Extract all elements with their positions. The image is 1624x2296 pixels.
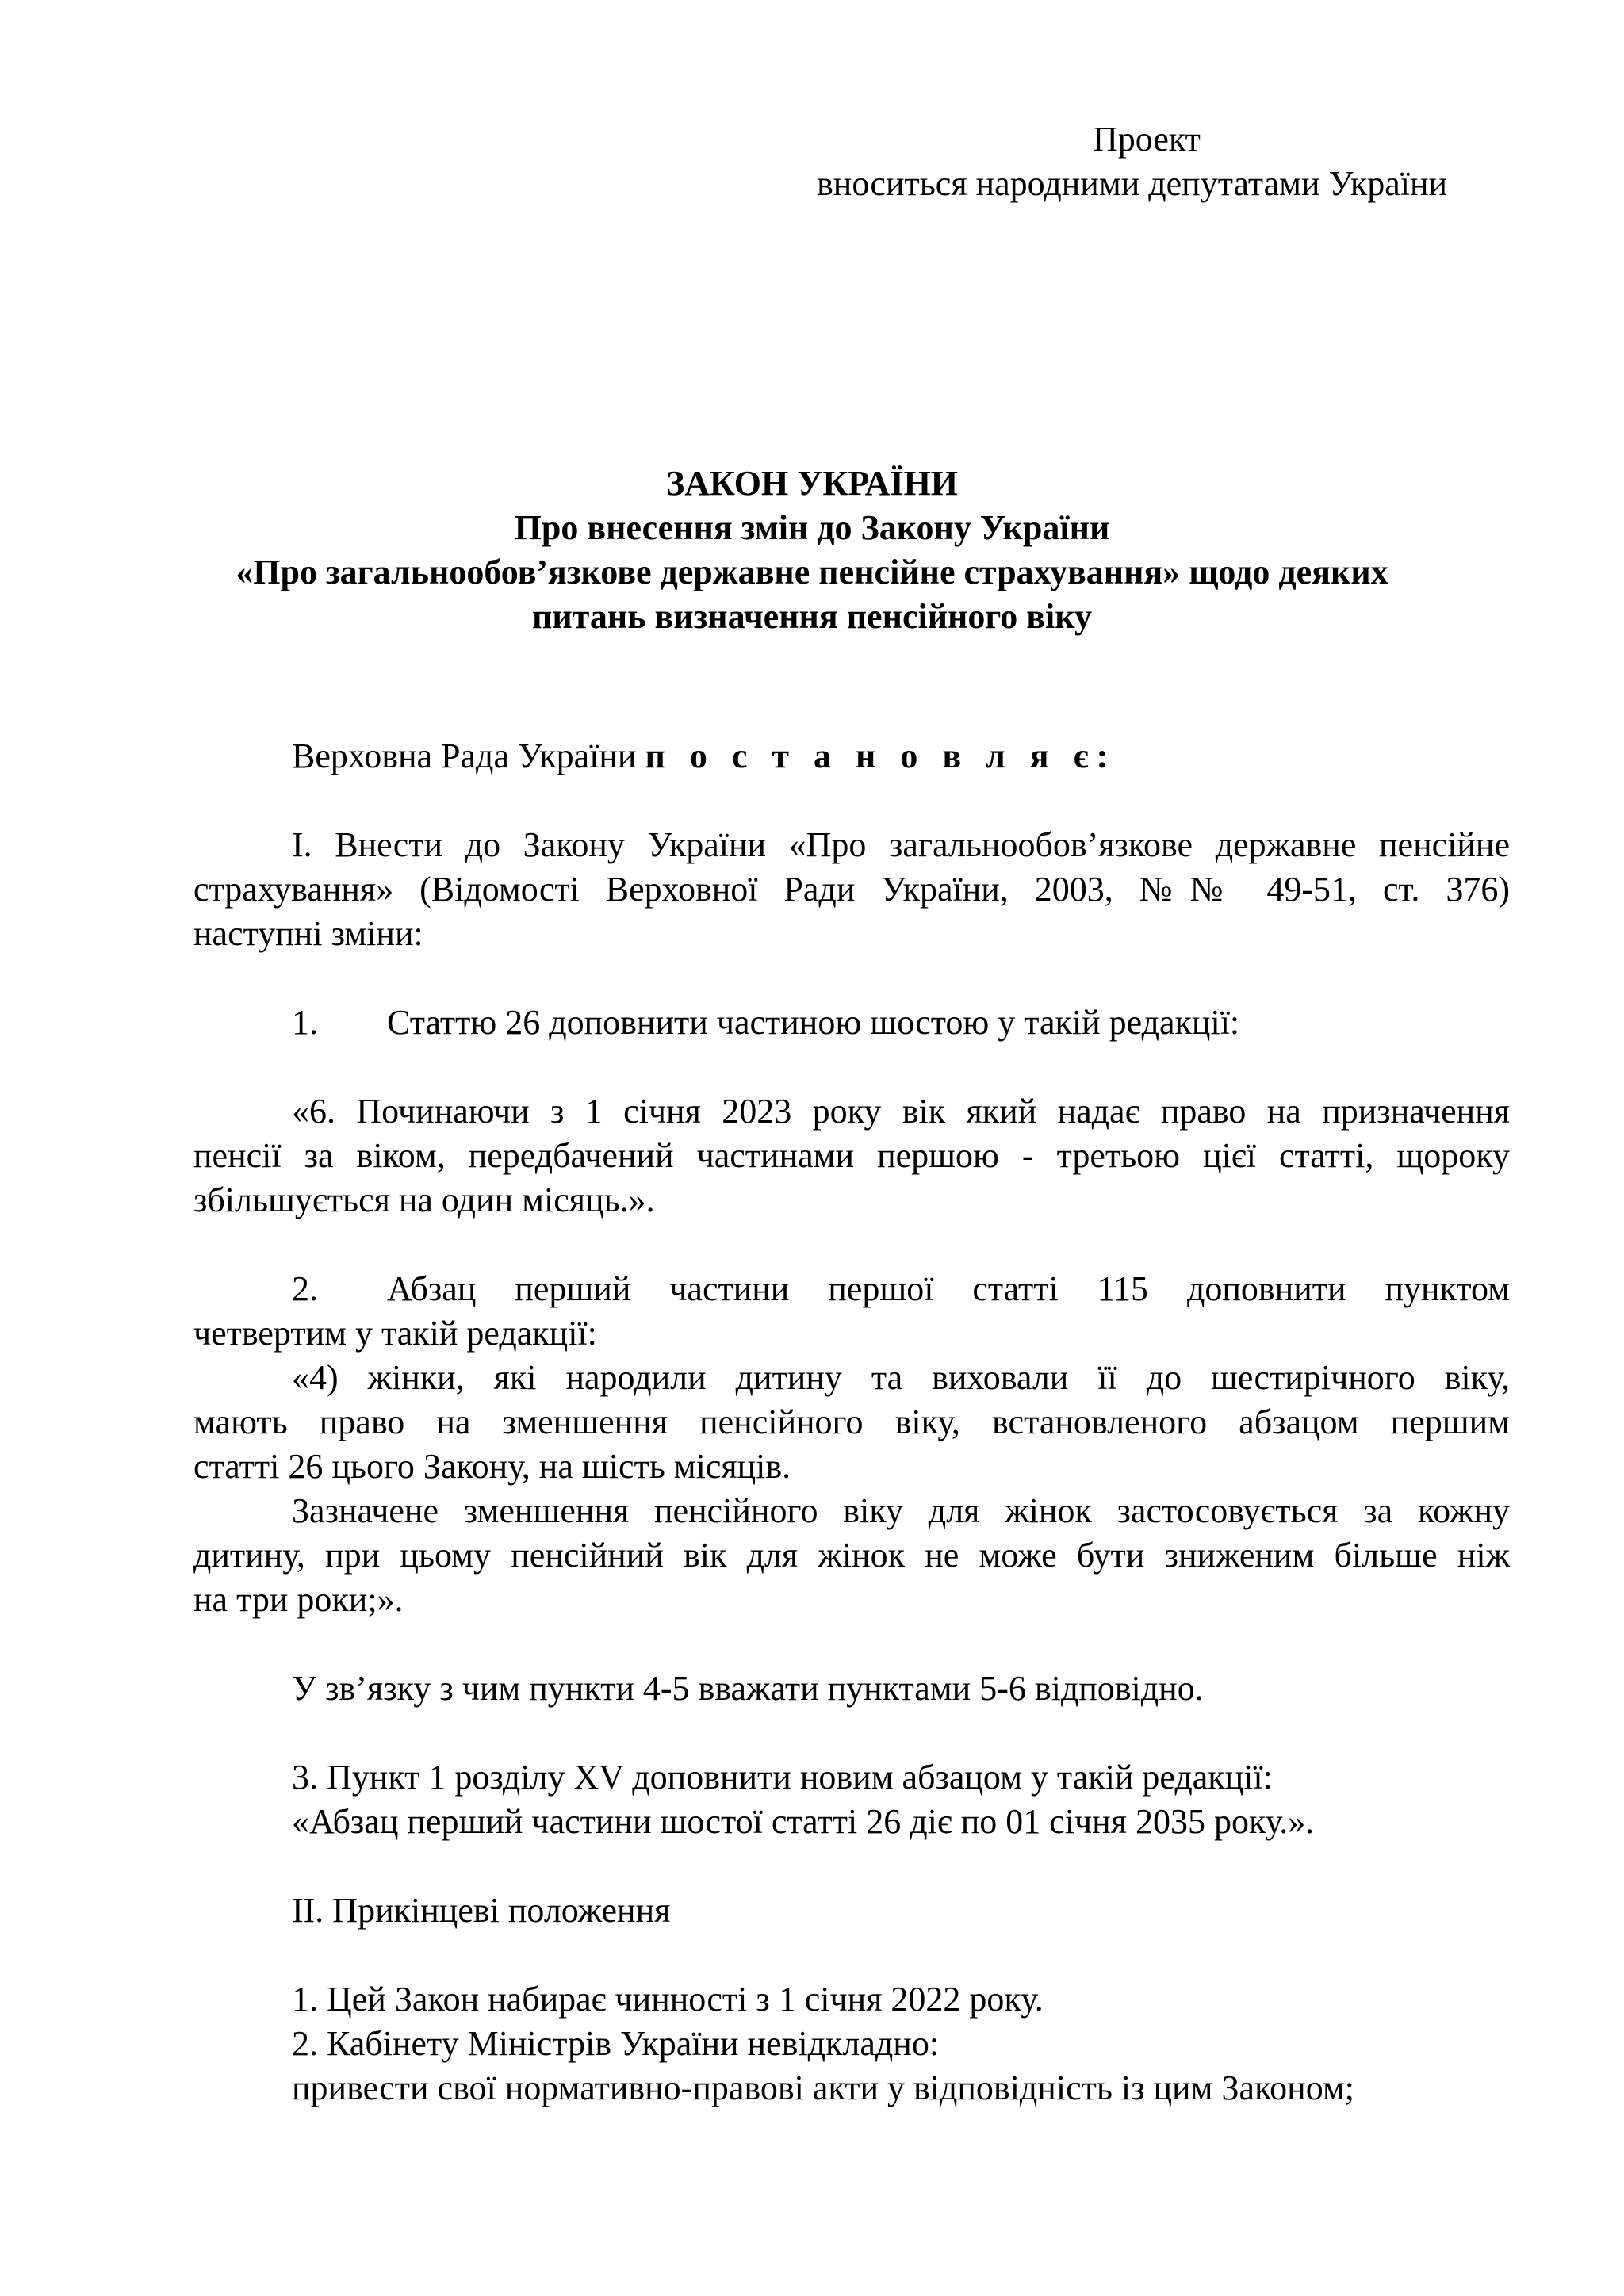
item-1-quote [193, 1089, 1510, 1223]
item-2-text-line-1: 2. Абзац перший частини першої статті 115 доповнити пунктом [193, 1267, 1510, 1311]
item-3-line-1: 3. Пункт 1 розділу XV доповнити новим абзацом у такій редакції: [292, 1758, 1273, 1797]
item-1 [292, 1001, 1510, 1045]
item-2-text-line-2: четвертим у такій редакції: [193, 1314, 597, 1353]
section-2-item-2-sub: привести свої нормативно-правові акти у відповідність із цим Законом; [292, 2068, 1354, 2107]
item-1-quote-line-1: «6. Починаючи з 1 січня 2023 року вік який надає право на призначення [292, 1092, 1510, 1131]
item-2-number: 2. [292, 1269, 318, 1308]
item-2-quote-2-line-2: дитину, при цьому пенсійний вік для жінок не може бути зниженим більше ніж [193, 1536, 1510, 1575]
section-1-intro-line-2: страхування» (Відомості Верховної Ради України, 2003, №№ 49-51, ст. 376) [193, 870, 1510, 909]
preamble-text: Верховна Рада України [292, 737, 645, 775]
section-1-intro-line-3: наступні зміни: [193, 914, 423, 953]
item-3-line-2: «Абзац перший частини шостої статті 26 діє по 01 січня 2035 року.». [292, 1802, 1315, 1841]
law-title [143, 461, 1481, 639]
title-line-1: ЗАКОН УКРАЇНИ [665, 464, 959, 503]
title-line-4: питань визначення пенсійного віку [532, 597, 1092, 636]
item-2 [193, 1267, 1510, 1622]
item-1-number: 1. [292, 1003, 318, 1042]
item-3 [193, 1755, 1510, 1844]
draft-header [817, 117, 1530, 206]
draft-label: Проект [1093, 120, 1201, 159]
renumber-note: У зв’язку з чим пункти 4-5 вважати пунктами 5-6 відповідно. [292, 1669, 1204, 1708]
section-2-heading: ІІ. Прикінцеві положення [292, 1891, 671, 1930]
section-2-item-2: 2. Кабінету Міністрів України невідкладно: [292, 2024, 940, 2063]
preamble-emphasis: п о с т а н о в л я є: [645, 737, 1116, 775]
preamble [193, 734, 1510, 779]
submitted-by-label: вноситься народними депутатами України [817, 164, 1448, 203]
item-1-quote-line-3: збільшується на один місяць.». [193, 1181, 655, 1219]
title-line-3: «Про загальнообов’язкове державне пенсійне страхування» щодо деяких [236, 553, 1388, 591]
item-1-quote-line-2: пенсії за віком, передбачений частинами першою - третьою цієї статті, щороку [193, 1136, 1510, 1175]
section-1-intro-line-1: І. Внести до Закону України «Про загальнообов’язкове державне пенсійне [292, 825, 1510, 864]
item-2-quote-2-line-1: Зазначене зменшення пенсійного віку для жінок застосовується за кожну [292, 1491, 1510, 1530]
item-1-text: Статтю 26 доповнити частиною шостою у такій редакції: [387, 1003, 1240, 1042]
item-2-quote-1-line-1: «4) жінки, які народили дитину та виховали її до шестирічного віку, [292, 1358, 1510, 1397]
item-2-quote-2-line-3: на три роки;». [193, 1580, 404, 1619]
item-2-quote-1-line-3: статті 26 цього Закону, на шість місяців. [193, 1447, 791, 1486]
section-1-intro [193, 823, 1510, 956]
item-2-quote-1-line-2: мають право на зменшення пенсійного віку, встановленого абзацом першим [193, 1402, 1510, 1441]
title-line-2: Про внесення змін до Закону України [514, 508, 1110, 547]
section-2-items [193, 1977, 1510, 2110]
section-2-item-1: 1. Цей Закон набирає чинності з 1 січня 2022 року. [292, 1980, 1044, 2019]
